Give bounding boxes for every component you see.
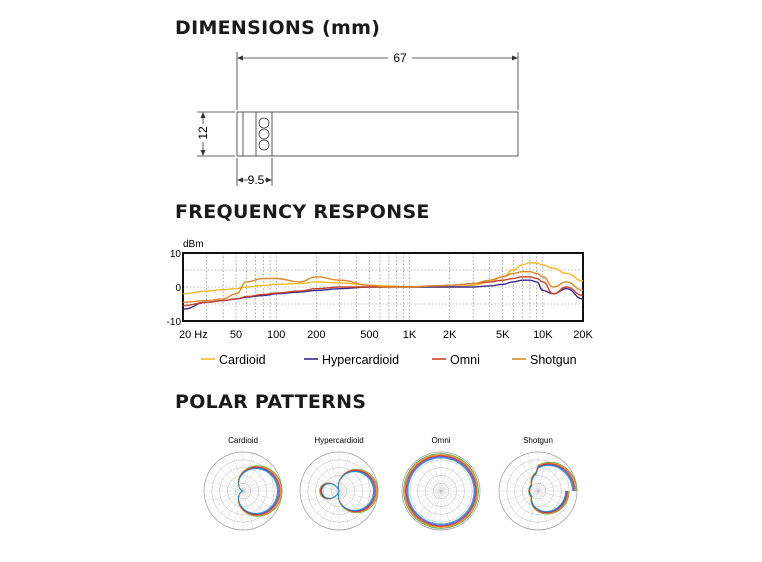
polar-spoke (500, 491, 538, 501)
polar-spoke (339, 491, 359, 525)
polar-spoke (339, 457, 359, 491)
polar-spoke (224, 457, 244, 491)
length-label: 67 (393, 51, 407, 65)
polar-patterns-heading: POLAR PATTERNS (175, 391, 367, 413)
polar-spoke (205, 491, 243, 501)
polar-plot-shotgun (499, 436, 577, 530)
y-tick-label: 10 (169, 249, 181, 260)
polar-spoke (500, 481, 538, 491)
polar-spoke (504, 472, 538, 492)
polar-title: Cardioid (228, 436, 258, 445)
frequency-response-heading: FREQUENCY RESPONSE (175, 201, 430, 223)
legend-label: Shotgun (530, 353, 577, 367)
dimensions-heading: DIMENSIONS (mm) (175, 17, 381, 39)
polar-spoke (538, 453, 548, 491)
polar-spoke (339, 463, 367, 491)
polar-spoke (243, 457, 263, 491)
polar-spoke (538, 491, 558, 525)
x-tick-label: 20 Hz (179, 329, 208, 341)
polar-title: Shotgun (523, 436, 553, 445)
y-tick-label: -10 (166, 317, 181, 328)
x-tick-label: 5K (495, 329, 510, 341)
x-tick-label: 20K (573, 329, 593, 341)
polar-plot-hypercardioid (300, 436, 378, 530)
legend-label: Hypercardioid (322, 353, 400, 367)
legend-label: Omni (450, 353, 480, 367)
polar-spoke (504, 491, 538, 511)
polar-spoke (538, 481, 576, 491)
polar-spoke (538, 491, 576, 501)
x-tick-label: 500 (360, 329, 379, 341)
polar-spoke (233, 453, 243, 491)
polar-spoke (205, 481, 243, 491)
polar-plot-omni (402, 436, 480, 530)
grille-length-label: 9.5 (247, 173, 265, 187)
x-tick-label: 200 (307, 329, 326, 341)
polar-plot-cardioid (204, 436, 282, 530)
x-tick-label: 10K (533, 329, 553, 341)
polar-spoke (339, 491, 367, 519)
y-axis-unit-label: dBm (183, 239, 204, 250)
polar-title: Hypercardioid (314, 436, 364, 445)
diameter-label: 12 (196, 126, 210, 140)
polar-spoke (233, 491, 243, 529)
polar-title: Omni (431, 436, 451, 445)
x-tick-label: 1K (402, 329, 417, 341)
polar-spoke (243, 491, 281, 501)
polar-spoke (243, 491, 263, 525)
x-tick-label: 2K (442, 329, 457, 341)
y-tick-label: 0 (175, 283, 181, 294)
x-tick-label: 50 (229, 329, 243, 341)
polar-spoke (224, 491, 244, 525)
polar-spoke (311, 463, 339, 491)
legend-label: Cardioid (219, 353, 266, 367)
x-tick-label: 100 (267, 329, 286, 341)
polar-spoke (311, 491, 339, 519)
polar-spoke (243, 481, 281, 491)
